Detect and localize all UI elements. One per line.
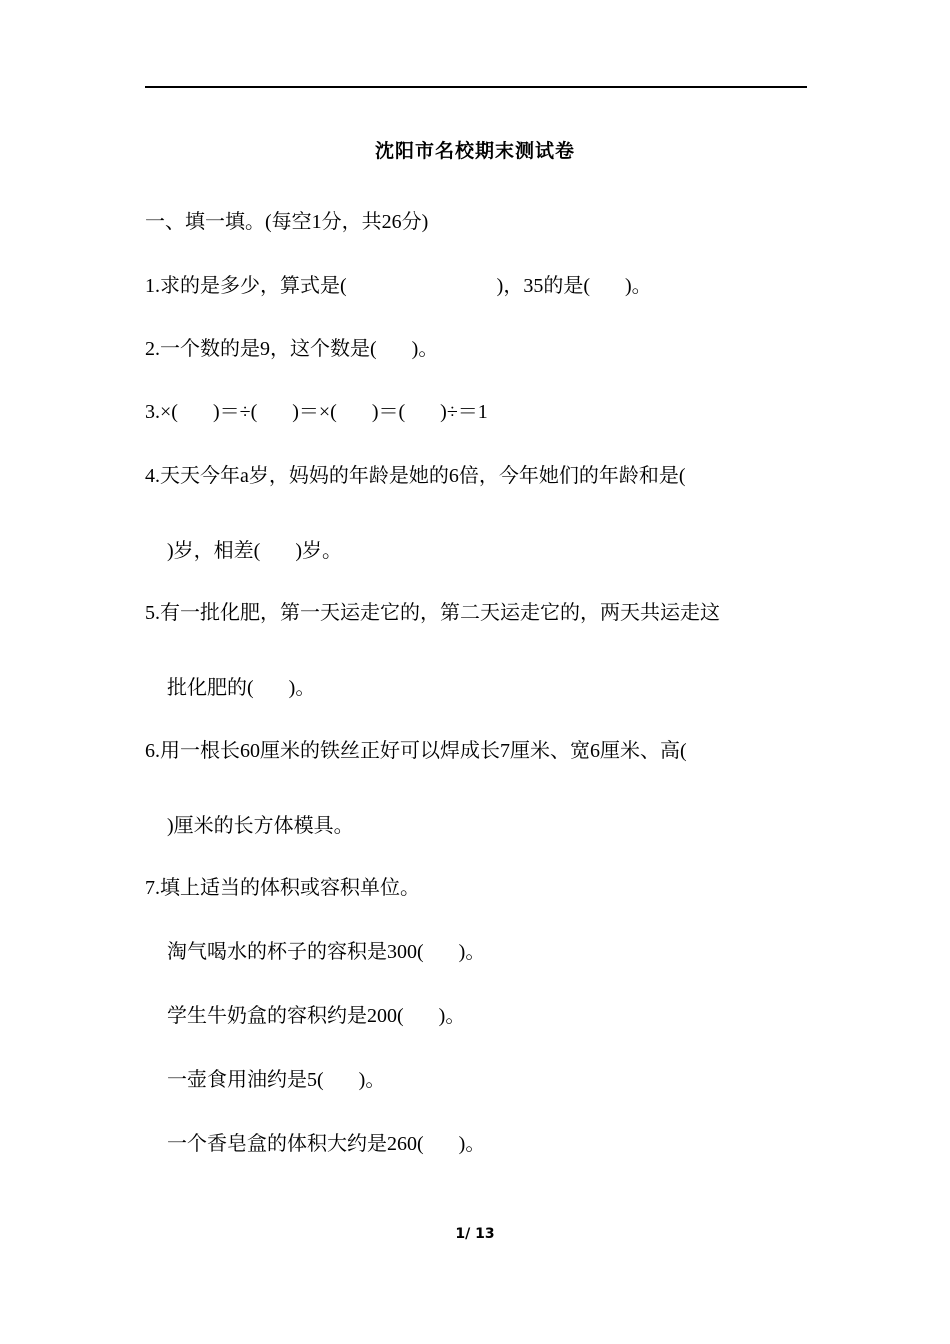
- section-heading: 一、填一填。(每空1分，共26分): [145, 211, 429, 233]
- question-7: 7.填上适当的体积或容积单位。: [145, 877, 420, 899]
- question-4-continued: )岁，相差( )岁。: [167, 540, 342, 562]
- question-7-item-2: 学生牛奶盒的容积约是200( )。: [167, 1005, 466, 1027]
- question-6: 6.用一根长60厘米的铁丝正好可以焊成长7厘米、宽6厘米、高(: [145, 740, 687, 762]
- question-3: 3.×( )＝÷( )＝×( )＝( )÷＝1: [145, 401, 488, 423]
- question-5: 5.有一批化肥，第一天运走它的，第二天运走它的，两天共运走这: [145, 602, 720, 624]
- question-6-continued: )厘米的长方体模具。: [167, 815, 354, 837]
- question-7-item-4: 一个香皂盒的体积大约是260( )。: [167, 1133, 486, 1155]
- question-1: 1.求的是多少，算式是( )，35的是( )。: [145, 275, 652, 297]
- header-rule: [145, 86, 807, 88]
- question-7-item-3: 一壶食用油约是5( )。: [167, 1069, 386, 1091]
- question-2: 2.一个数的是9，这个数是( )。: [145, 338, 439, 360]
- page-number: 1/ 13: [455, 1226, 495, 1242]
- question-4-text: 4.天天今年a岁，妈妈的年龄是她的6倍，今年她们的年龄和是(: [145, 465, 686, 487]
- page-title: 沈阳市名校期末测试卷: [374, 140, 575, 162]
- question-7-item-1: 淘气喝水的杯子的容积是300( )。: [167, 941, 486, 963]
- question-5-continued: 批化肥的( )。: [167, 677, 316, 699]
- question-4: [145, 462, 686, 490]
